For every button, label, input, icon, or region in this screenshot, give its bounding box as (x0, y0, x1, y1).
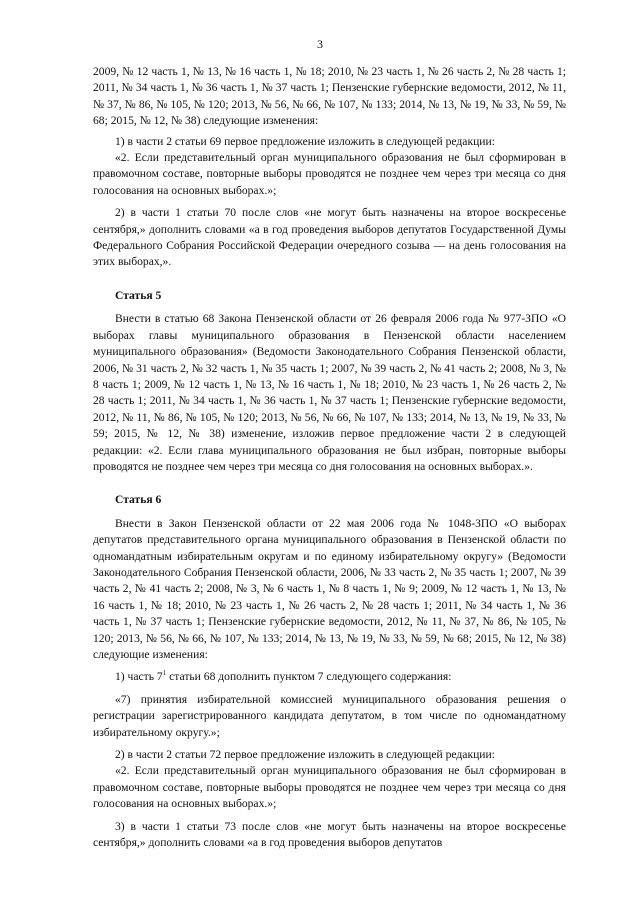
document-body (93, 64, 566, 851)
superscript-1: 1 (162, 669, 167, 678)
article-5-text: Внести в статью 68 Закона Пензенской области от 26 февраля 2006 года № 977-ЗПО «О выборах главы муниципального образования в Пензенской области населением муниципального образования» (Ведомости Законодательного Собрания Пензенской области, 2006, № 31 часть 2, № 32 часть 1, № 35 часть 1; 2007, № 39 часть 2, № 41 часть 2; 2008, № 3, № 8 часть 1; 2009, № 12 часть 1, № 13, № 16 часть 1, № 18; 2010, № 23 часть 1, № 26 часть 2, № 28 часть 1; 2011, № 34 часть 1, № 36 часть 1, № 37 часть 1; Пензенские губернские ведомости, 2012, № 11, № 86, № 105, № 120; 2013, № 56, № 66, № 107, № 133; 2014, № 13, № 19, № 33, № 59; 2015, № 12, № 38) изменение, изложив первое предложение части 2 в следующей редакции: «2. Если глава муниципального образования не был избран, повторные выборы проводятся не позднее чем через три месяца со дня голосования на основных выборах.». (93, 312, 566, 473)
article-6-item-1 (93, 669, 566, 685)
article-6-item-2-text: «2. Если представительный орган муниципального образования не был сформирован в правомочном составе, повторные выборы проводятся не позднее чем через три месяца со дня голосования на основных выборах.»; (93, 764, 566, 811)
article-5-heading: Статья 5 (115, 288, 162, 302)
amendment-item-2: 2) в части 1 статьи 70 после слов «не могут быть назначены на второе воскресенье сентября,» дополнить словами «а в год проведения выборов депутатов Государственной Думы Федерального Собрания Российской Федерации очередного созыва — на день голосования на этих выборах,». (93, 206, 566, 269)
page-number: 3 (317, 37, 323, 51)
article-6-item-1-text: «7) принятия избирательной комиссией муниципального образования решения о регистрации зарегистрированного кандидата депутатом, в том числе по одномандатному избирательному округу.»; (93, 692, 566, 739)
article-6-intro: Внести в Закон Пензенской области от 22 мая 2006 года № 1048-ЗПО «О выборах депутатов представительного органа муниципального образования в Пензенской области по одномандатным избирательным округам и по единому избирательному округу» (Ведомости Законодательного Собрания Пензенской области, 2006, № 33 часть 2, № 35 часть 1; 2007, № 39 часть 2, № 41 часть 2; 2008, № 3, № 6 часть 1, № 8 часть 1, № 9; 2009, № 12 часть 1, № 13, № 16 часть 1, № 18; 2010, № 23 часть 1, № 26 часть 2, № 28 часть 1; 2011, № 34 часть 1, № 36 часть 1, № 37 часть 1; Пензенские губернские ведомости, 2012, № 11, № 37, № 86, № 105, № 120; 2013, № 56, № 66, № 107, № 133; 2014, № 13, № 19, № 33, № 59, № 68; 2015, № 12, № 38) следующие изменения: (93, 516, 566, 661)
item-1-suffix: статьи 68 дополнить пунктом 7 следующего содержания: (166, 670, 452, 684)
item-1-prefix: 1) часть 7 (115, 670, 163, 684)
amendment-item-1-text: «2. Если представительный орган муниципального образования не был сформирован в правомочном составе, повторные выборы проводятся не позднее чем через три месяца со дня голосования на основных выборах.»; (93, 151, 566, 197)
article-6-heading: Статья 6 (115, 493, 162, 507)
article-6-item-3: 3) в части 1 статьи 73 после слов «не могут быть назначены на второе воскресенье сентября,» дополнить словами «а в год проведения выборов депутатов (93, 819, 566, 850)
amendment-item-1: 1) в части 2 статьи 69 первое предложение изложить в следующей редакции: (115, 134, 495, 148)
continuation-paragraph: 2009, № 12 часть 1, № 13, № 16 часть 1, № 18; 2010, № 23 часть 1, № 26 часть 2, № 28 часть 1; 2011, № 34 часть 1, № 36 часть 1, № 37 часть 1; Пензенские губернские ведомости, 2012, № 11, № 37, № 86, № 105, № 120; 2013, № 56, № 66, № 107, № 133; 2014, № 13, № 19, № 33, № 59, № 68; 2015, № 12, № 38) следующие изменения: (93, 65, 566, 128)
article-6-item-2: 2) в части 2 статьи 72 первое предложение изложить в следующей редакции: (115, 748, 495, 762)
